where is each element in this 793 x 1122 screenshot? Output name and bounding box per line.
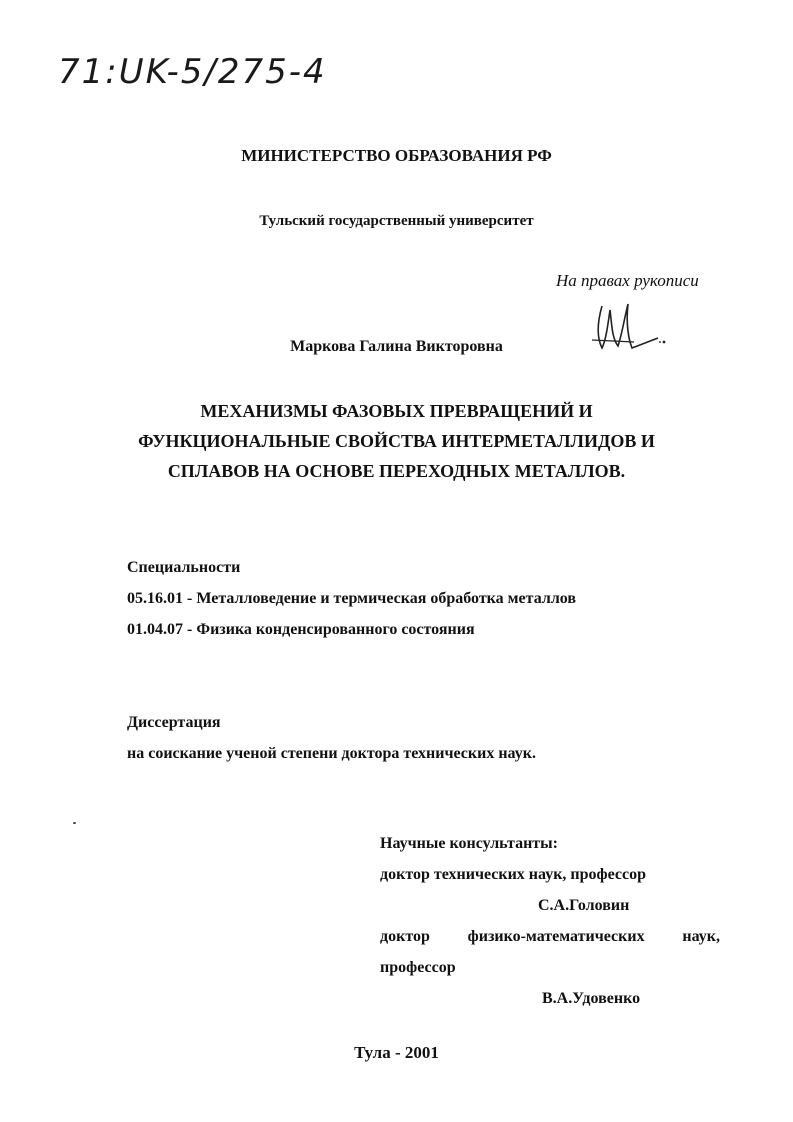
specialties-block (127, 552, 576, 645)
city-year-footer: Тула - 2001 (354, 1043, 439, 1062)
specialties-heading: Специальности (127, 559, 241, 576)
author-name: Маркова Галина Викторовна (290, 338, 503, 355)
specialty-item-2: 01.04.07 - Физика конденсированного состояния (127, 621, 475, 638)
consultant-2-title-line-1: доктор физико-математических наук, (380, 928, 720, 945)
archive-number: 71:UK-5/275-4 (58, 52, 327, 92)
dissertation-title (0, 396, 793, 486)
ministry-heading: МИНИСТЕРСТВО ОБРАЗОВАНИЯ РФ (241, 146, 552, 165)
consultants-heading: Научные консультанты: (380, 835, 558, 852)
title-line-2: ФУНКЦИОНАЛЬНЫЕ СВОЙСТВА ИНТЕРМЕТАЛЛИДОВ И (138, 431, 655, 451)
degree-line: на соискание ученой степени доктора технических наук. (127, 745, 536, 762)
consultant-2-title-line-2: профессор (380, 959, 456, 976)
consultant-2-name: В.А.Удовенко (542, 990, 641, 1007)
university-name: Тульский государственный университет (259, 213, 534, 229)
specialty-item-1: 05.16.01 - Металловедение и термическая обработка металлов (127, 590, 577, 607)
consultants-block (380, 828, 720, 1014)
dissertation-heading: Диссертация (127, 714, 221, 731)
title-line-3: СПЛАВОВ НА ОСНОВЕ ПЕРЕХОДНЫХ МЕТАЛЛОВ. (167, 461, 626, 481)
title-line-1: МЕХАНИЗМЫ ФАЗОВЫХ ПРЕВРАЩЕНИЙ И (200, 401, 593, 421)
dissertation-block (127, 707, 536, 769)
consultant-1-name: С.А.Головин (538, 897, 630, 914)
manuscript-rights-note: На правах рукописи (556, 271, 699, 290)
consultant-1-title: доктор технических наук, профессор (380, 866, 647, 883)
scan-speck (73, 822, 76, 824)
scan-speck (659, 341, 661, 343)
